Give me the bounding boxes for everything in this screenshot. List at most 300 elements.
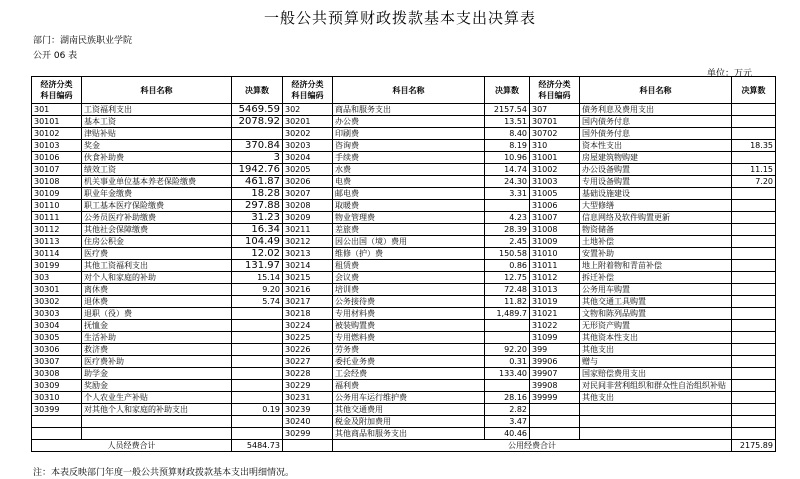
item-name-cell: 绩效工资 — [82, 164, 232, 176]
item-name-cell: 安置补助 — [580, 248, 732, 260]
item-name-cell: 机关事业单位基本养老保险缴费 — [82, 176, 232, 188]
economic-code-cell: 31010 — [530, 248, 580, 260]
header-amount: 决算数 — [485, 77, 530, 104]
item-name-cell: 救济费 — [82, 344, 232, 356]
personnel-total-label: 人员经费合计 — [32, 440, 232, 452]
header-code: 经济分类 科目编码 — [530, 77, 580, 104]
item-name-cell: 公务用车运行维护费 — [333, 392, 485, 404]
table-row — [32, 320, 776, 332]
department-label: 部门：湖南民族职业学院 — [33, 36, 133, 46]
amount-cell: 7.20 — [732, 176, 776, 188]
amount-cell — [732, 152, 776, 164]
item-name-cell: 差旅费 — [333, 224, 485, 236]
economic-code-cell: 30206 — [283, 176, 333, 188]
item-name-cell: 拆迁补偿 — [580, 272, 732, 284]
amount-cell: 370.84 — [232, 140, 283, 152]
amount-cell — [232, 380, 283, 392]
item-name-cell: 取暖费 — [333, 200, 485, 212]
economic-code-cell: 30113 — [32, 236, 82, 248]
header-name: 科目名称 — [82, 77, 232, 104]
amount-cell: 13.51 — [485, 116, 530, 128]
item-name-cell — [580, 404, 732, 416]
footnote: 注：本表反映部门年度一般公共预算财政拨款基本支出明细情况。 — [33, 468, 295, 478]
amount-cell: 18.28 — [232, 188, 283, 200]
amount-cell — [732, 224, 776, 236]
economic-code-cell: 30112 — [32, 224, 82, 236]
item-name-cell: 退休费 — [82, 296, 232, 308]
item-name-cell: 电费 — [333, 176, 485, 188]
economic-code-cell: 31011 — [530, 260, 580, 272]
economic-code-cell: 31012 — [530, 272, 580, 284]
economic-code-cell: 310 — [530, 140, 580, 152]
economic-code-cell — [530, 404, 580, 416]
amount-cell — [232, 392, 283, 404]
economic-code-cell: 30225 — [283, 332, 333, 344]
economic-code-cell: 30399 — [32, 404, 82, 416]
economic-code-cell: 30103 — [32, 140, 82, 152]
item-name-cell: 会议费 — [333, 272, 485, 284]
table-row — [32, 200, 776, 212]
table-row — [32, 416, 776, 428]
economic-code-cell: 31002 — [530, 164, 580, 176]
amount-cell: 11.82 — [485, 296, 530, 308]
item-name-cell: 信息网络及软件购置更新 — [580, 212, 732, 224]
economic-code-cell: 30226 — [283, 344, 333, 356]
amount-cell — [732, 368, 776, 380]
amount-cell: 14.74 — [485, 164, 530, 176]
economic-code-cell: 31021 — [530, 308, 580, 320]
economic-code-cell: 30240 — [283, 416, 333, 428]
item-name-cell: 培训费 — [333, 284, 485, 296]
table-row — [32, 116, 776, 128]
item-name-cell: 专用燃料费 — [333, 332, 485, 344]
item-name-cell: 抚恤金 — [82, 320, 232, 332]
amount-cell — [232, 368, 283, 380]
amount-cell — [732, 104, 776, 116]
amount-cell: 92.20 — [485, 344, 530, 356]
economic-code-cell: 30212 — [283, 236, 333, 248]
header-row — [32, 77, 776, 104]
economic-code-cell: 30201 — [283, 116, 333, 128]
economic-code-cell: 307 — [530, 104, 580, 116]
table-row — [32, 404, 776, 416]
item-name-cell: 津贴补贴 — [82, 128, 232, 140]
table-row — [32, 296, 776, 308]
item-name-cell: 对其他个人和家庭的补助支出 — [82, 404, 232, 416]
header-name: 科目名称 — [333, 77, 485, 104]
amount-cell: 12.02 — [232, 248, 283, 260]
table-row — [32, 236, 776, 248]
unit-label: 单位：万元 — [707, 69, 753, 79]
header-amount: 决算数 — [732, 77, 776, 104]
item-name-cell: 基本工资 — [82, 116, 232, 128]
amount-cell: 461.87 — [232, 176, 283, 188]
economic-code-cell: 30217 — [283, 296, 333, 308]
economic-code-cell: 30301 — [32, 284, 82, 296]
item-name-cell: 工资福利支出 — [82, 104, 232, 116]
table-row — [32, 176, 776, 188]
economic-code-cell: 39906 — [530, 356, 580, 368]
amount-cell: 297.88 — [232, 200, 283, 212]
table-row — [32, 224, 776, 236]
item-name-cell: 债务利息及费用支出 — [580, 104, 732, 116]
item-name-cell: 邮电费 — [333, 188, 485, 200]
amount-cell — [732, 212, 776, 224]
amount-cell: 0.31 — [485, 356, 530, 368]
amount-cell — [232, 344, 283, 356]
amount-cell — [732, 308, 776, 320]
economic-code-cell: 30215 — [283, 272, 333, 284]
amount-cell: 31.23 — [232, 212, 283, 224]
economic-code-cell: 30702 — [530, 128, 580, 140]
table-row — [32, 428, 776, 440]
item-name-cell: 其他商品和服务支出 — [333, 428, 485, 440]
economic-code-cell: 30218 — [283, 308, 333, 320]
table-row — [32, 356, 776, 368]
item-name-cell: 维修（护）费 — [333, 248, 485, 260]
amount-cell: 3.47 — [485, 416, 530, 428]
item-name-cell — [82, 416, 232, 428]
economic-code-cell: 30207 — [283, 188, 333, 200]
economic-code-cell: 30199 — [32, 260, 82, 272]
table-row — [32, 380, 776, 392]
item-name-cell: 其他资本性支出 — [580, 332, 732, 344]
amount-cell — [485, 320, 530, 332]
item-name-cell: 文物和陈列品购置 — [580, 308, 732, 320]
amount-cell: 1942.76 — [232, 164, 283, 176]
economic-code-cell: 303 — [32, 272, 82, 284]
amount-cell — [732, 344, 776, 356]
item-name-cell: 商品和服务支出 — [333, 104, 485, 116]
header-name: 科目名称 — [580, 77, 732, 104]
amount-cell: 40.46 — [485, 428, 530, 440]
item-name-cell: 税金及附加费用 — [333, 416, 485, 428]
item-name-cell: 公务接待费 — [333, 296, 485, 308]
amount-cell: 3.31 — [485, 188, 530, 200]
economic-code-cell: 30211 — [283, 224, 333, 236]
item-name-cell: 离休费 — [82, 284, 232, 296]
economic-code-cell: 30106 — [32, 152, 82, 164]
table-row — [32, 188, 776, 200]
economic-code-cell: 31013 — [530, 284, 580, 296]
amount-cell — [232, 332, 283, 344]
economic-code-cell: 30111 — [32, 212, 82, 224]
economic-code-cell: 31005 — [530, 188, 580, 200]
item-name-cell: 委托业务费 — [333, 356, 485, 368]
table-row — [32, 104, 776, 116]
item-name-cell: 房屋建筑物购建 — [580, 152, 732, 164]
table-row — [32, 332, 776, 344]
item-name-cell: 地上附着物和青苗补偿 — [580, 260, 732, 272]
personnel-total-value: 5484.73 — [232, 440, 283, 452]
table-row — [32, 212, 776, 224]
public-total-label: 公用经费合计 — [333, 440, 732, 452]
economic-code-cell: 31099 — [530, 332, 580, 344]
amount-cell: 5469.59 — [232, 104, 283, 116]
item-name-cell: 专用材料费 — [333, 308, 485, 320]
amount-cell — [732, 260, 776, 272]
economic-code-cell: 30229 — [283, 380, 333, 392]
table-row — [32, 344, 776, 356]
item-name-cell: 其他社会保障缴费 — [82, 224, 232, 236]
economic-code-cell: 30107 — [32, 164, 82, 176]
amount-cell — [232, 416, 283, 428]
amount-cell — [732, 404, 776, 416]
amount-cell — [232, 356, 283, 368]
table-row — [32, 368, 776, 380]
item-name-cell: 物业管理费 — [333, 212, 485, 224]
amount-cell: 0.19 — [232, 404, 283, 416]
economic-code-cell: 31001 — [530, 152, 580, 164]
economic-code-cell: 30109 — [32, 188, 82, 200]
economic-code-cell — [530, 428, 580, 440]
item-name-cell: 福利费 — [333, 380, 485, 392]
economic-code-cell: 30305 — [32, 332, 82, 344]
item-name-cell: 其他支出 — [580, 392, 732, 404]
economic-code-cell: 30299 — [283, 428, 333, 440]
amount-cell — [732, 392, 776, 404]
item-name-cell: 医疗费 — [82, 248, 232, 260]
amount-cell — [732, 272, 776, 284]
economic-code-cell: 30216 — [283, 284, 333, 296]
amount-cell: 104.49 — [232, 236, 283, 248]
amount-cell: 2.82 — [485, 404, 530, 416]
economic-code-cell — [32, 428, 82, 440]
amount-cell — [732, 296, 776, 308]
amount-cell — [485, 200, 530, 212]
amount-cell: 2.45 — [485, 236, 530, 248]
header-code: 经济分类 科目编码 — [283, 77, 333, 104]
item-name-cell — [82, 428, 232, 440]
amount-cell: 131.97 — [232, 260, 283, 272]
item-name-cell: 职业年金缴费 — [82, 188, 232, 200]
amount-cell: 18.35 — [732, 140, 776, 152]
amount-cell — [732, 128, 776, 140]
table-row — [32, 308, 776, 320]
amount-cell: 28.16 — [485, 392, 530, 404]
economic-code-cell: 39907 — [530, 368, 580, 380]
economic-code-cell — [530, 416, 580, 428]
header-amount: 决算数 — [232, 77, 283, 104]
item-name-cell: 其他支出 — [580, 344, 732, 356]
economic-code-cell: 31008 — [530, 224, 580, 236]
item-name-cell: 租赁费 — [333, 260, 485, 272]
item-name-cell: 对民间非营利组织和群众性自治组织补贴 — [580, 380, 732, 392]
economic-code-cell: 30208 — [283, 200, 333, 212]
amount-cell — [232, 308, 283, 320]
totals-row — [32, 440, 776, 452]
empty-cell — [283, 440, 333, 452]
economic-code-cell: 30213 — [283, 248, 333, 260]
economic-code-cell: 30209 — [283, 212, 333, 224]
economic-code-cell: 31022 — [530, 320, 580, 332]
item-name-cell: 奖励金 — [82, 380, 232, 392]
amount-cell — [732, 236, 776, 248]
amount-cell — [732, 380, 776, 392]
amount-cell: 9.20 — [232, 284, 283, 296]
economic-code-cell: 31019 — [530, 296, 580, 308]
amount-cell — [732, 284, 776, 296]
amount-cell: 4.23 — [485, 212, 530, 224]
table-row — [32, 140, 776, 152]
amount-cell: 150.58 — [485, 248, 530, 260]
amount-cell — [232, 128, 283, 140]
item-name-cell: 工会经费 — [333, 368, 485, 380]
economic-code-cell: 30304 — [32, 320, 82, 332]
table-row — [32, 248, 776, 260]
item-name-cell: 国内债务付息 — [580, 116, 732, 128]
amount-cell — [732, 416, 776, 428]
amount-cell: 1,489.7 — [485, 308, 530, 320]
header-code: 经济分类 科目编码 — [32, 77, 82, 104]
economic-code-cell: 30228 — [283, 368, 333, 380]
amount-cell: 2157.54 — [485, 104, 530, 116]
economic-code-cell: 30302 — [32, 296, 82, 308]
amount-cell: 2078.92 — [232, 116, 283, 128]
amount-cell — [485, 380, 530, 392]
item-name-cell: 国外债务付息 — [580, 128, 732, 140]
economic-code-cell: 30214 — [283, 260, 333, 272]
amount-cell: 8.40 — [485, 128, 530, 140]
item-name-cell: 无形资产购置 — [580, 320, 732, 332]
amount-cell: 16.34 — [232, 224, 283, 236]
amount-cell: 133.40 — [485, 368, 530, 380]
amount-cell: 11.15 — [732, 164, 776, 176]
item-name-cell: 水费 — [333, 164, 485, 176]
amount-cell — [732, 356, 776, 368]
amount-cell — [732, 188, 776, 200]
amount-cell: 5.74 — [232, 296, 283, 308]
table-row — [32, 164, 776, 176]
economic-code-cell: 30303 — [32, 308, 82, 320]
item-name-cell: 赠与 — [580, 356, 732, 368]
item-name-cell: 公务用车购置 — [580, 284, 732, 296]
economic-code-cell: 399 — [530, 344, 580, 356]
public-total-value: 2175.89 — [732, 440, 776, 452]
amount-cell — [732, 428, 776, 440]
economic-code-cell: 30202 — [283, 128, 333, 140]
economic-code-cell: 30108 — [32, 176, 82, 188]
economic-code-cell: 30114 — [32, 248, 82, 260]
amount-cell: 72.48 — [485, 284, 530, 296]
economic-code-cell: 30205 — [283, 164, 333, 176]
item-name-cell: 个人农业生产补贴 — [82, 392, 232, 404]
table-row — [32, 128, 776, 140]
item-name-cell: 退职（役）费 — [82, 308, 232, 320]
economic-code-cell: 301 — [32, 104, 82, 116]
item-name-cell: 住房公积金 — [82, 236, 232, 248]
item-name-cell: 土地补偿 — [580, 236, 732, 248]
item-name-cell — [580, 428, 732, 440]
amount-cell — [732, 200, 776, 212]
item-name-cell: 专用设备购置 — [580, 176, 732, 188]
item-name-cell: 医疗费补助 — [82, 356, 232, 368]
item-name-cell: 办公设备购置 — [580, 164, 732, 176]
amount-cell: 0.86 — [485, 260, 530, 272]
item-name-cell: 物资储备 — [580, 224, 732, 236]
amount-cell: 10.96 — [485, 152, 530, 164]
item-name-cell: 手续费 — [333, 152, 485, 164]
amount-cell — [232, 320, 283, 332]
economic-code-cell: 31007 — [530, 212, 580, 224]
item-name-cell: 其他交通工具购置 — [580, 296, 732, 308]
item-name-cell: 奖金 — [82, 140, 232, 152]
report-title: 一般公共预算财政拨款基本支出决算表 — [263, 9, 536, 27]
amount-cell: 28.39 — [485, 224, 530, 236]
economic-code-cell: 30101 — [32, 116, 82, 128]
item-name-cell: 办公费 — [333, 116, 485, 128]
economic-code-cell: 30307 — [32, 356, 82, 368]
expenditure-table — [31, 76, 776, 452]
amount-cell — [732, 320, 776, 332]
economic-code-cell: 30308 — [32, 368, 82, 380]
table-row — [32, 152, 776, 164]
amount-cell — [232, 428, 283, 440]
item-name-cell: 因公出国（境）费用 — [333, 236, 485, 248]
amount-cell: 24.30 — [485, 176, 530, 188]
table-row — [32, 272, 776, 284]
item-name-cell: 其他交通费用 — [333, 404, 485, 416]
amount-cell — [732, 248, 776, 260]
amount-cell: 15.14 — [232, 272, 283, 284]
economic-code-cell: 30203 — [283, 140, 333, 152]
table-row — [32, 392, 776, 404]
item-name-cell: 生活补助 — [82, 332, 232, 344]
item-name-cell: 印刷费 — [333, 128, 485, 140]
item-name-cell: 对个人和家庭的补助 — [82, 272, 232, 284]
item-name-cell: 大型修缮 — [580, 200, 732, 212]
table-row — [32, 260, 776, 272]
item-name-cell: 资本性支出 — [580, 140, 732, 152]
economic-code-cell: 302 — [283, 104, 333, 116]
economic-code-cell: 30227 — [283, 356, 333, 368]
amount-cell — [732, 332, 776, 344]
item-name-cell: 其他工资福利支出 — [82, 260, 232, 272]
economic-code-cell: 30224 — [283, 320, 333, 332]
item-name-cell: 被装购置费 — [333, 320, 485, 332]
economic-code-cell: 39908 — [530, 380, 580, 392]
economic-code-cell: 30204 — [283, 152, 333, 164]
amount-cell — [485, 332, 530, 344]
item-name-cell — [580, 416, 732, 428]
economic-code-cell: 39999 — [530, 392, 580, 404]
table-row — [32, 284, 776, 296]
economic-code-cell: 30102 — [32, 128, 82, 140]
economic-code-cell: 30310 — [32, 392, 82, 404]
item-name-cell: 劳务费 — [333, 344, 485, 356]
item-name-cell: 职工基本医疗保险缴费 — [82, 200, 232, 212]
economic-code-cell: 30309 — [32, 380, 82, 392]
item-name-cell: 国家赔偿费用支出 — [580, 368, 732, 380]
economic-code-cell: 31009 — [530, 236, 580, 248]
item-name-cell: 公务员医疗补助缴费 — [82, 212, 232, 224]
economic-code-cell: 30701 — [530, 116, 580, 128]
amount-cell: 12.75 — [485, 272, 530, 284]
economic-code-cell: 30231 — [283, 392, 333, 404]
item-name-cell: 基础设施建设 — [580, 188, 732, 200]
amount-cell — [732, 116, 776, 128]
economic-code-cell — [32, 416, 82, 428]
document-number: 公开 06 表 — [33, 51, 78, 61]
amount-cell: 3 — [232, 152, 283, 164]
economic-code-cell: 30110 — [32, 200, 82, 212]
item-name-cell: 伙食补助费 — [82, 152, 232, 164]
economic-code-cell: 30306 — [32, 344, 82, 356]
economic-code-cell: 31006 — [530, 200, 580, 212]
economic-code-cell: 30239 — [283, 404, 333, 416]
amount-cell: 8.19 — [485, 140, 530, 152]
item-name-cell: 助学金 — [82, 368, 232, 380]
